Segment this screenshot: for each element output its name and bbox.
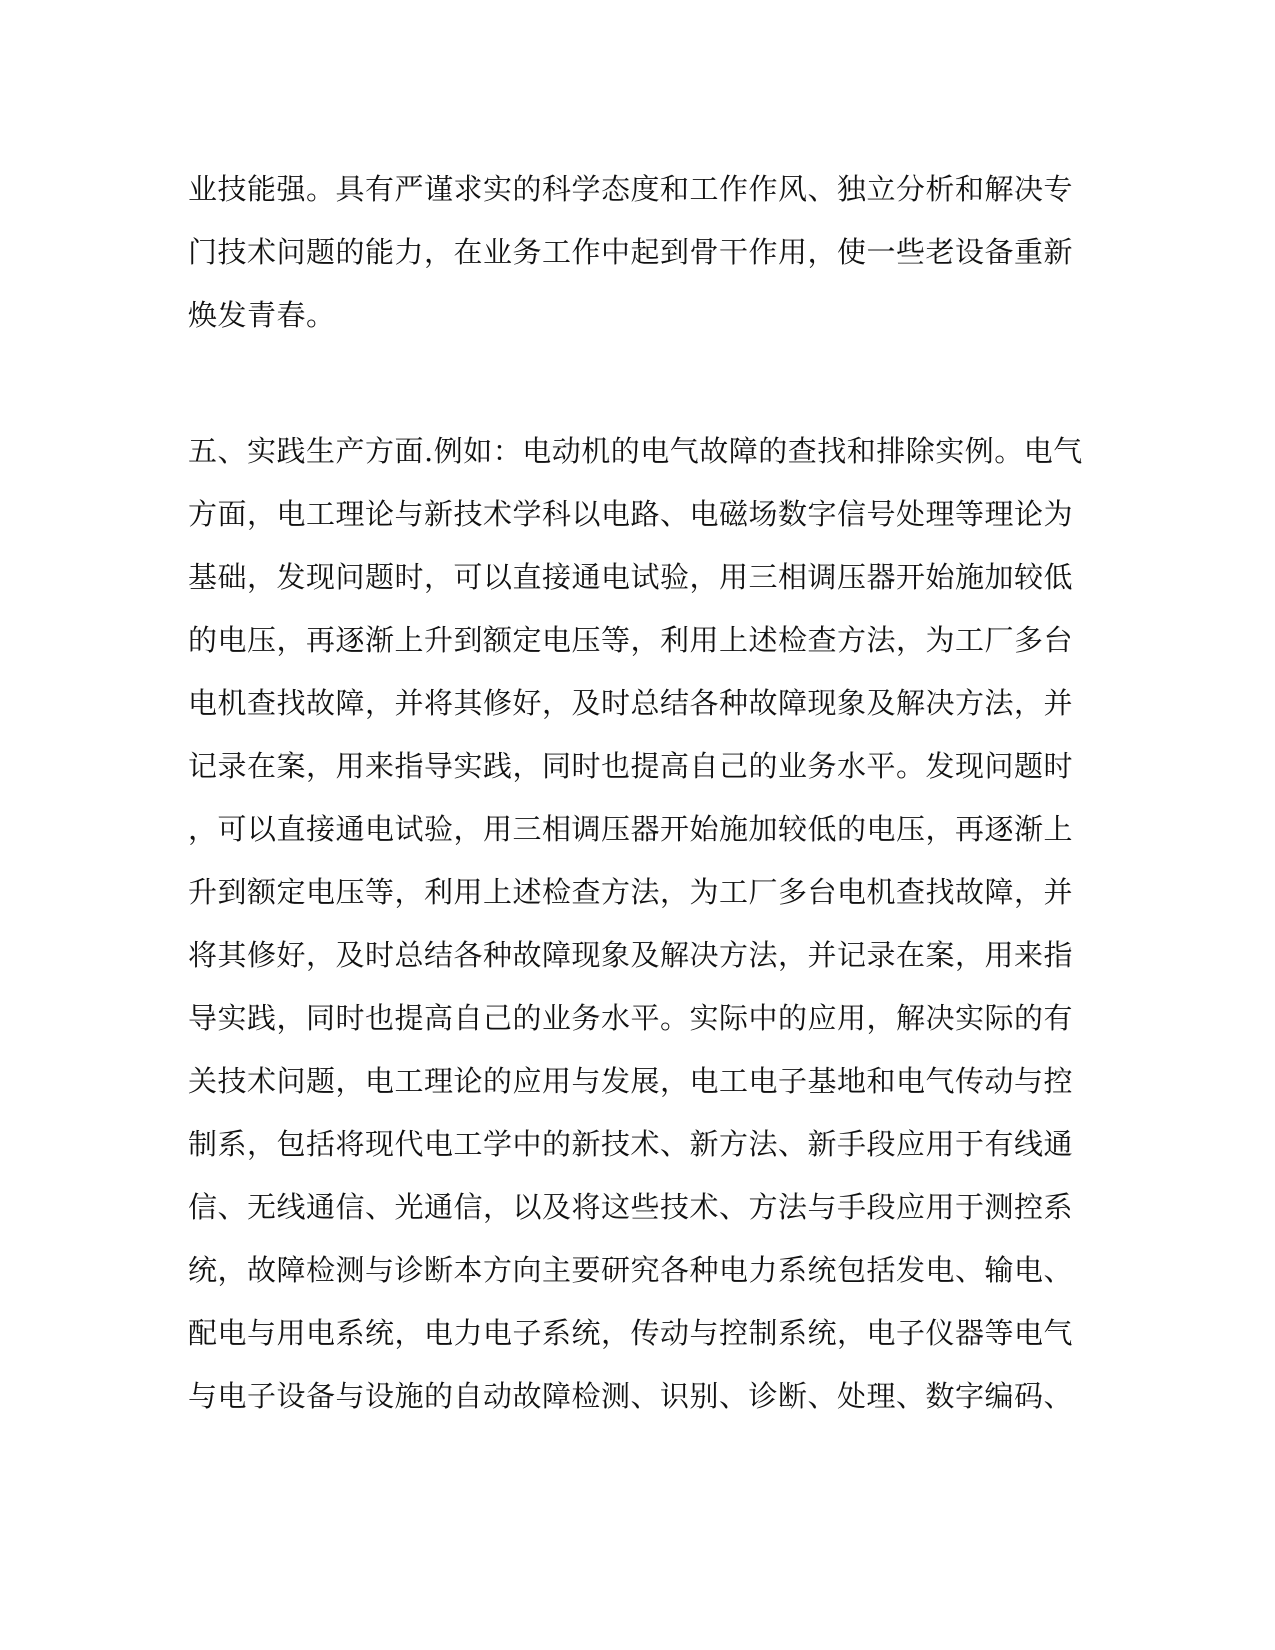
text-line: 电机查找故障，并将其修好，及时总结各种故障现象及解决方法，并 <box>188 686 1074 720</box>
text-line: 基础，发现问题时，可以直接通电试验，用三相调压器开始施加较低 <box>188 560 1074 594</box>
text-line: 配电与用电系统，电力电子系统，传动与控制系统，电子仪器等电气 <box>188 1316 1074 1350</box>
text-line: 门技术问题的能力，在业务工作中起到骨干作用，使一些老设备重新 <box>188 235 1074 269</box>
text-line: 记录在案，用来指导实践，同时也提高自己的业务水平。发现问题时 <box>188 749 1074 783</box>
paragraph-practice <box>188 420 1088 1428</box>
paragraph-skills <box>188 158 1088 347</box>
text-line: 将其修好，及时总结各种故障现象及解决方法，并记录在案，用来指 <box>188 938 1074 972</box>
text-line: 与电子设备与设施的自动故障检测、识别、诊断、处理、数字编码、 <box>188 1379 1074 1413</box>
text-line: ，可以直接通电试验，用三相调压器开始施加较低的电压，再逐渐上 <box>188 812 1074 846</box>
text-line: 焕发青春。 <box>188 298 336 332</box>
text-line: 关技术问题，电工理论的应用与发展，电工电子基地和电气传动与控 <box>188 1064 1074 1098</box>
text-line: 统，故障检测与诊断本方向主要研究各种电力系统包括发电、输电、 <box>188 1253 1074 1287</box>
text-line: 制系，包括将现代电工学中的新技术、新方法、新手段应用于有线通 <box>188 1127 1074 1161</box>
text-line: 的电压，再逐渐上升到额定电压等，利用上述检查方法，为工厂多台 <box>188 623 1074 657</box>
text-line: 信、无线通信、光通信，以及将这些技术、方法与手段应用于测控系 <box>188 1190 1074 1224</box>
text-line: 导实践，同时也提高自己的业务水平。实际中的应用，解决实际的有 <box>188 1001 1074 1035</box>
text-line: 升到额定电压等，利用上述检查方法，为工厂多台电机查找故障，并 <box>188 875 1074 909</box>
text-line: 业技能强。具有严谨求实的科学态度和工作作风、独立分析和解决专 <box>188 172 1074 206</box>
text-line: 五、实践生产方面.例如：电动机的电气故障的查找和排除实例。电气 <box>188 434 1083 468</box>
text-line: 方面，电工理论与新技术学科以电路、电磁场数字信号处理等理论为 <box>188 497 1074 531</box>
